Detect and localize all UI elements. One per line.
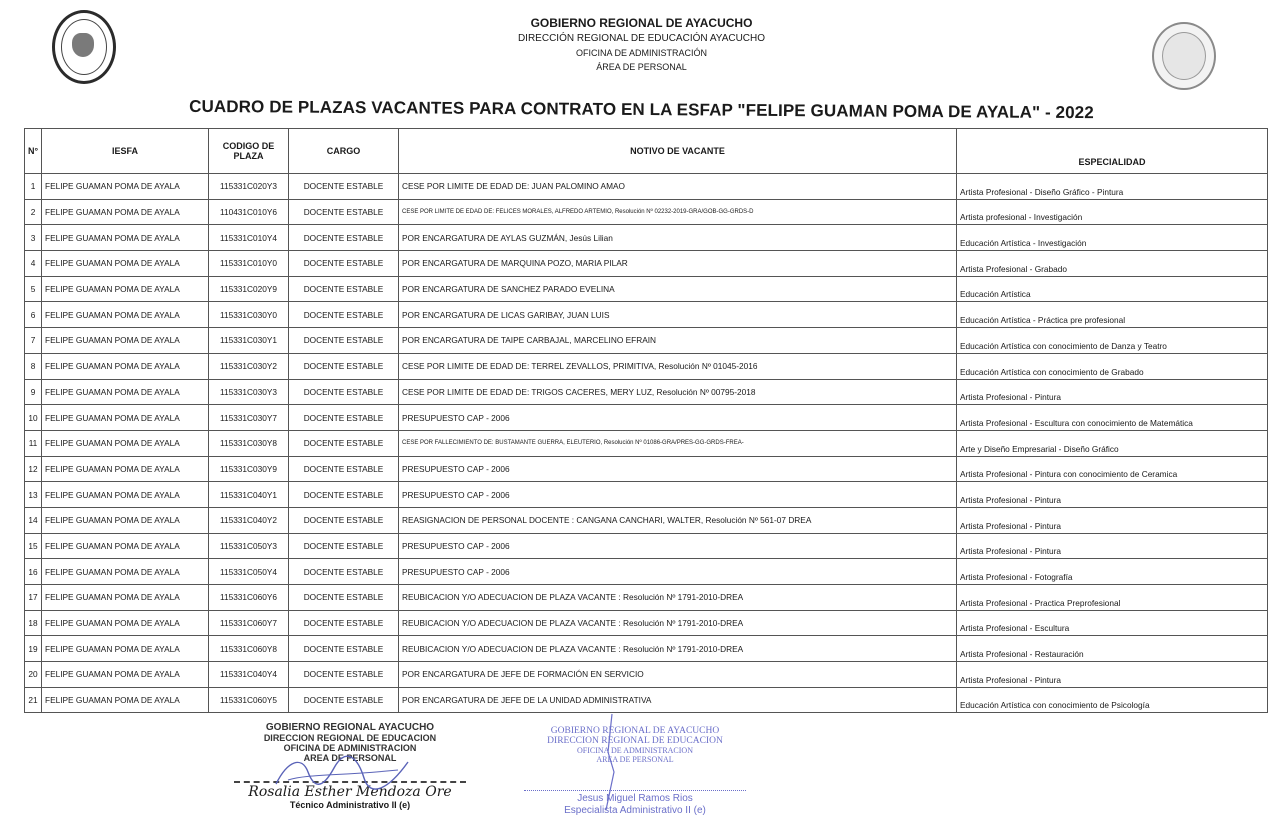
row-especialidad: Artista Profesional - Pintura bbox=[957, 533, 1268, 559]
row-iesfa: FELIPE GUAMAN POMA DE AYALA bbox=[42, 482, 209, 508]
row-iesfa: FELIPE GUAMAN POMA DE AYALA bbox=[42, 430, 209, 456]
page-title: CUADRO DE PLAZAS VACANTES PARA CONTRATO EN LA ESFAP "FELIPE GUAMAN POMA DE AYALA" - 2022 bbox=[189, 96, 1094, 123]
row-motivo: POR ENCARGATURA DE SANCHEZ PARADO EVELINA bbox=[399, 276, 957, 302]
row-cargo: DOCENTE ESTABLE bbox=[289, 174, 399, 200]
handwritten-signature-icon bbox=[268, 750, 418, 794]
table-row bbox=[25, 456, 1268, 482]
stamp-line-2: DIRECCION REGIONAL DE EDUCACION bbox=[547, 736, 723, 746]
row-especialidad: Artista Profesional - Restauración bbox=[957, 636, 1268, 662]
row-iesfa: FELIPE GUAMAN POMA DE AYALA bbox=[42, 225, 209, 251]
row-motivo: CESE POR LIMITE DE EDAD DE: JUAN PALOMINO AMAO bbox=[399, 174, 957, 200]
row-codigo: 115331C030Y7 bbox=[209, 405, 289, 431]
row-cargo: DOCENTE ESTABLE bbox=[289, 430, 399, 456]
row-especialidad: Artista Profesional - Practica Preprofesional bbox=[957, 585, 1268, 611]
row-number: 16 bbox=[25, 559, 42, 585]
row-cargo: DOCENTE ESTABLE bbox=[289, 405, 399, 431]
row-codigo: 115331C060Y5 bbox=[209, 687, 289, 713]
row-number: 18 bbox=[25, 610, 42, 636]
vacancies-table bbox=[24, 128, 1268, 713]
row-iesfa: FELIPE GUAMAN POMA DE AYALA bbox=[42, 328, 209, 354]
row-especialidad: Artista Profesional - Diseño Gráfico - Pintura bbox=[957, 174, 1268, 200]
row-cargo: DOCENTE ESTABLE bbox=[289, 276, 399, 302]
row-especialidad: Educación Artística - Práctica pre profesional bbox=[957, 302, 1268, 328]
stamp-line-3: OFICINA DE ADMINISTRACION bbox=[576, 746, 693, 755]
row-codigo: 110431C010Y6 bbox=[209, 199, 289, 225]
row-number: 1 bbox=[25, 174, 42, 200]
stamp-line-4: AREA DE PERSONAL bbox=[303, 753, 397, 763]
row-cargo: DOCENTE ESTABLE bbox=[289, 251, 399, 277]
row-motivo: CESE POR LIMITE DE EDAD DE: TRIGOS CACERES, MERY LUZ, Resolución Nº 00795-2018 bbox=[399, 379, 957, 405]
header-iesfa: IESFA bbox=[42, 129, 209, 174]
row-motivo: PRESUPUESTO CAP - 2006 bbox=[399, 456, 957, 482]
signer-name: Rosalia Esther Mendoza Ore bbox=[248, 784, 452, 800]
table-header-row bbox=[25, 129, 1268, 174]
table-row bbox=[25, 405, 1268, 431]
row-number: 13 bbox=[25, 482, 42, 508]
row-especialidad: Artista profesional - Investigación bbox=[957, 199, 1268, 225]
row-cargo: DOCENTE ESTABLE bbox=[289, 482, 399, 508]
row-number: 8 bbox=[25, 353, 42, 379]
row-number: 12 bbox=[25, 456, 42, 482]
header-cargo: CARGO bbox=[289, 129, 399, 174]
row-iesfa: FELIPE GUAMAN POMA DE AYALA bbox=[42, 251, 209, 277]
row-iesfa: FELIPE GUAMAN POMA DE AYALA bbox=[42, 533, 209, 559]
table-row bbox=[25, 482, 1268, 508]
row-especialidad: Artista Profesional - Pintura bbox=[957, 507, 1268, 533]
row-number: 2 bbox=[25, 199, 42, 225]
row-codigo: 115331C050Y4 bbox=[209, 559, 289, 585]
row-cargo: DOCENTE ESTABLE bbox=[289, 585, 399, 611]
stamp-line-2: DIRECCION REGIONAL DE EDUCACION bbox=[263, 733, 437, 743]
row-iesfa: FELIPE GUAMAN POMA DE AYALA bbox=[42, 302, 209, 328]
row-iesfa: FELIPE GUAMAN POMA DE AYALA bbox=[42, 636, 209, 662]
table-row bbox=[25, 251, 1268, 277]
row-especialidad: Artista Profesional - Escultura bbox=[957, 610, 1268, 636]
stamp-line-3: OFICINA DE ADMINISTRACION bbox=[283, 743, 417, 753]
row-motivo: CESE POR LIMITE DE EDAD DE: FELICES MORALES, ALFREDO ARTEMIO, Resolución Nº 02232-2019-GRA/GOB-GG-GRDS-D bbox=[399, 199, 957, 225]
row-cargo: DOCENTE ESTABLE bbox=[289, 328, 399, 354]
row-number: 6 bbox=[25, 302, 42, 328]
row-iesfa: FELIPE GUAMAN POMA DE AYALA bbox=[42, 276, 209, 302]
row-motivo: POR ENCARGATURA DE MARQUINA POZO, MARIA PILAR bbox=[399, 251, 957, 277]
table-row bbox=[25, 636, 1268, 662]
row-motivo: PRESUPUESTO CAP - 2006 bbox=[399, 533, 957, 559]
row-iesfa: FELIPE GUAMAN POMA DE AYALA bbox=[42, 199, 209, 225]
row-codigo: 115331C030Y9 bbox=[209, 456, 289, 482]
row-number: 17 bbox=[25, 585, 42, 611]
row-codigo: 115331C040Y2 bbox=[209, 507, 289, 533]
row-number: 11 bbox=[25, 430, 42, 456]
row-iesfa: FELIPE GUAMAN POMA DE AYALA bbox=[42, 353, 209, 379]
row-motivo: REUBICACION Y/O ADECUACION DE PLAZA VACANTE : Resolución Nº 1791-2010-DREA bbox=[399, 610, 957, 636]
row-motivo: REASIGNACION DE PERSONAL DOCENTE : CANGANA CANCHARI, WALTER, Resolución Nº 561-07 DREA bbox=[399, 507, 957, 533]
row-codigo: 115331C010Y0 bbox=[209, 251, 289, 277]
row-codigo: 115331C040Y4 bbox=[209, 662, 289, 688]
table-row bbox=[25, 430, 1268, 456]
row-number: 20 bbox=[25, 662, 42, 688]
row-cargo: DOCENTE ESTABLE bbox=[289, 662, 399, 688]
row-iesfa: FELIPE GUAMAN POMA DE AYALA bbox=[42, 559, 209, 585]
row-codigo: 115331C020Y9 bbox=[209, 276, 289, 302]
table-row bbox=[25, 379, 1268, 405]
row-especialidad: Artista Profesional - Pintura con conocimiento de Ceramica bbox=[957, 456, 1268, 482]
row-iesfa: FELIPE GUAMAN POMA DE AYALA bbox=[42, 379, 209, 405]
stamp-line-1: GOBIERNO REGIONAL AYACUCHO bbox=[265, 722, 435, 733]
row-codigo: 115331C060Y6 bbox=[209, 585, 289, 611]
document-header bbox=[0, 16, 1283, 74]
row-motivo: PRESUPUESTO CAP - 2006 bbox=[399, 482, 957, 508]
row-cargo: DOCENTE ESTABLE bbox=[289, 353, 399, 379]
row-iesfa: FELIPE GUAMAN POMA DE AYALA bbox=[42, 610, 209, 636]
row-number: 21 bbox=[25, 687, 42, 713]
row-iesfa: FELIPE GUAMAN POMA DE AYALA bbox=[42, 507, 209, 533]
row-iesfa: FELIPE GUAMAN POMA DE AYALA bbox=[42, 585, 209, 611]
row-codigo: 115331C030Y0 bbox=[209, 302, 289, 328]
row-especialidad: Artista Profesional - Grabado bbox=[957, 251, 1268, 277]
row-especialidad: Arte y Diseño Empresarial - Diseño Gráfico bbox=[957, 430, 1268, 456]
row-codigo: 115331C050Y3 bbox=[209, 533, 289, 559]
stamp-line-1: GOBIERNO REGIONAL DE AYACUCHO bbox=[550, 726, 720, 736]
row-iesfa: FELIPE GUAMAN POMA DE AYALA bbox=[42, 662, 209, 688]
row-codigo: 115331C020Y3 bbox=[209, 174, 289, 200]
row-iesfa: FELIPE GUAMAN POMA DE AYALA bbox=[42, 405, 209, 431]
row-cargo: DOCENTE ESTABLE bbox=[289, 199, 399, 225]
row-especialidad: Educación Artística con conocimiento de Psicología bbox=[957, 687, 1268, 713]
table-row bbox=[25, 328, 1268, 354]
header-especialidad: ESPECIALIDAD bbox=[957, 129, 1268, 174]
row-motivo: POR ENCARGATURA DE TAIPE CARBAJAL, MARCELINO EFRAIN bbox=[399, 328, 957, 354]
row-number: 14 bbox=[25, 507, 42, 533]
table-row bbox=[25, 610, 1268, 636]
table-row bbox=[25, 225, 1268, 251]
row-especialidad: Educación Artística con conocimiento de Danza y Teatro bbox=[957, 328, 1268, 354]
header-line-1: GOBIERNO REGIONAL DE AYACUCHO bbox=[530, 16, 753, 30]
row-number: 9 bbox=[25, 379, 42, 405]
row-number: 3 bbox=[25, 225, 42, 251]
row-especialidad: Artista Profesional - Pintura bbox=[957, 662, 1268, 688]
row-especialidad: Artista Profesional - Escultura con conocimiento de Matemática bbox=[957, 405, 1268, 431]
row-motivo: CESE POR LIMITE DE EDAD DE: TERREL ZEVALLOS, PRIMITIVA, Resolución Nº 01045-2016 bbox=[399, 353, 957, 379]
signer-role: Técnico Administrativo II (e) bbox=[289, 800, 411, 810]
row-codigo: 115331C030Y1 bbox=[209, 328, 289, 354]
row-cargo: DOCENTE ESTABLE bbox=[289, 559, 399, 585]
row-especialidad: Educación Artística - Investigación bbox=[957, 225, 1268, 251]
row-motivo: POR ENCARGATURA DE LICAS GARIBAY, JUAN LUIS bbox=[399, 302, 957, 328]
signature-block-right bbox=[520, 726, 750, 817]
row-motivo: POR ENCARGATURA DE JEFE DE LA UNIDAD ADMINISTRATIVA bbox=[399, 687, 957, 713]
table-row bbox=[25, 507, 1268, 533]
row-especialidad: Artista Profesional - Pintura bbox=[957, 482, 1268, 508]
row-motivo: CESE POR FALLECIMIENTO DE: BUSTAMANTE GUERRA, ELEUTERIO, Resolución Nº 01086-GRA/PRES-GG-GRDS-FREA- bbox=[399, 430, 957, 456]
header-number: N° bbox=[25, 129, 42, 174]
row-iesfa: FELIPE GUAMAN POMA DE AYALA bbox=[42, 687, 209, 713]
header-codigo: CODIGO DE PLAZA bbox=[209, 129, 289, 174]
row-motivo: REUBICACION Y/O ADECUACION DE PLAZA VACANTE : Resolución Nº 1791-2010-DREA bbox=[399, 636, 957, 662]
row-especialidad: Educación Artística bbox=[957, 276, 1268, 302]
row-number: 15 bbox=[25, 533, 42, 559]
table-row bbox=[25, 174, 1268, 200]
row-codigo: 115331C060Y7 bbox=[209, 610, 289, 636]
table-row bbox=[25, 302, 1268, 328]
row-motivo: PRESUPUESTO CAP - 2006 bbox=[399, 405, 957, 431]
table-row bbox=[25, 662, 1268, 688]
row-cargo: DOCENTE ESTABLE bbox=[289, 456, 399, 482]
row-motivo: REUBICACION Y/O ADECUACION DE PLAZA VACANTE : Resolución Nº 1791-2010-DREA bbox=[399, 585, 957, 611]
row-especialidad: Artista Profesional - Fotografía bbox=[957, 559, 1268, 585]
row-codigo: 115331C030Y3 bbox=[209, 379, 289, 405]
stamp-line-4: AREA DE PERSONAL bbox=[596, 755, 674, 764]
row-cargo: DOCENTE ESTABLE bbox=[289, 533, 399, 559]
row-motivo: POR ENCARGATURA DE AYLAS GUZMÁN, Jesús Lilian bbox=[399, 225, 957, 251]
row-codigo: 115331C060Y8 bbox=[209, 636, 289, 662]
signer-role: Especialista Administrativo II (e) bbox=[564, 805, 706, 816]
table-row bbox=[25, 353, 1268, 379]
signature-line bbox=[524, 790, 746, 791]
row-cargo: DOCENTE ESTABLE bbox=[289, 687, 399, 713]
table-row bbox=[25, 585, 1268, 611]
signer-name: Jesus Miguel Ramos Rios bbox=[577, 793, 693, 804]
row-codigo: 115331C030Y2 bbox=[209, 353, 289, 379]
row-cargo: DOCENTE ESTABLE bbox=[289, 507, 399, 533]
row-especialidad: Artista Profesional - Pintura bbox=[957, 379, 1268, 405]
row-cargo: DOCENTE ESTABLE bbox=[289, 225, 399, 251]
row-motivo: POR ENCARGATURA DE JEFE DE FORMACIÓN EN SERVICIO bbox=[399, 662, 957, 688]
header-line-2: DIRECCIÓN REGIONAL DE EDUCACIÓN AYACUCHO bbox=[517, 33, 766, 44]
row-cargo: DOCENTE ESTABLE bbox=[289, 636, 399, 662]
row-codigo: 115331C040Y1 bbox=[209, 482, 289, 508]
row-number: 10 bbox=[25, 405, 42, 431]
row-motivo: PRESUPUESTO CAP - 2006 bbox=[399, 559, 957, 585]
row-number: 4 bbox=[25, 251, 42, 277]
table-row bbox=[25, 199, 1268, 225]
table-row bbox=[25, 687, 1268, 713]
row-especialidad: Educación Artística con conocimiento de Grabado bbox=[957, 353, 1268, 379]
table-row bbox=[25, 533, 1268, 559]
row-cargo: DOCENTE ESTABLE bbox=[289, 302, 399, 328]
table-row bbox=[25, 276, 1268, 302]
row-codigo: 115331C010Y4 bbox=[209, 225, 289, 251]
row-number: 19 bbox=[25, 636, 42, 662]
header-motivo: NOTIVO DE VACANTE bbox=[399, 129, 957, 174]
row-number: 7 bbox=[25, 328, 42, 354]
row-codigo: 115331C030Y8 bbox=[209, 430, 289, 456]
row-cargo: DOCENTE ESTABLE bbox=[289, 610, 399, 636]
row-cargo: DOCENTE ESTABLE bbox=[289, 379, 399, 405]
row-number: 5 bbox=[25, 276, 42, 302]
row-iesfa: FELIPE GUAMAN POMA DE AYALA bbox=[42, 456, 209, 482]
header-line-4: ÁREA DE PERSONAL bbox=[596, 62, 687, 72]
table-row bbox=[25, 559, 1268, 585]
row-iesfa: FELIPE GUAMAN POMA DE AYALA bbox=[42, 174, 209, 200]
header-line-3: OFICINA DE ADMINISTRACIÓN bbox=[575, 48, 707, 58]
